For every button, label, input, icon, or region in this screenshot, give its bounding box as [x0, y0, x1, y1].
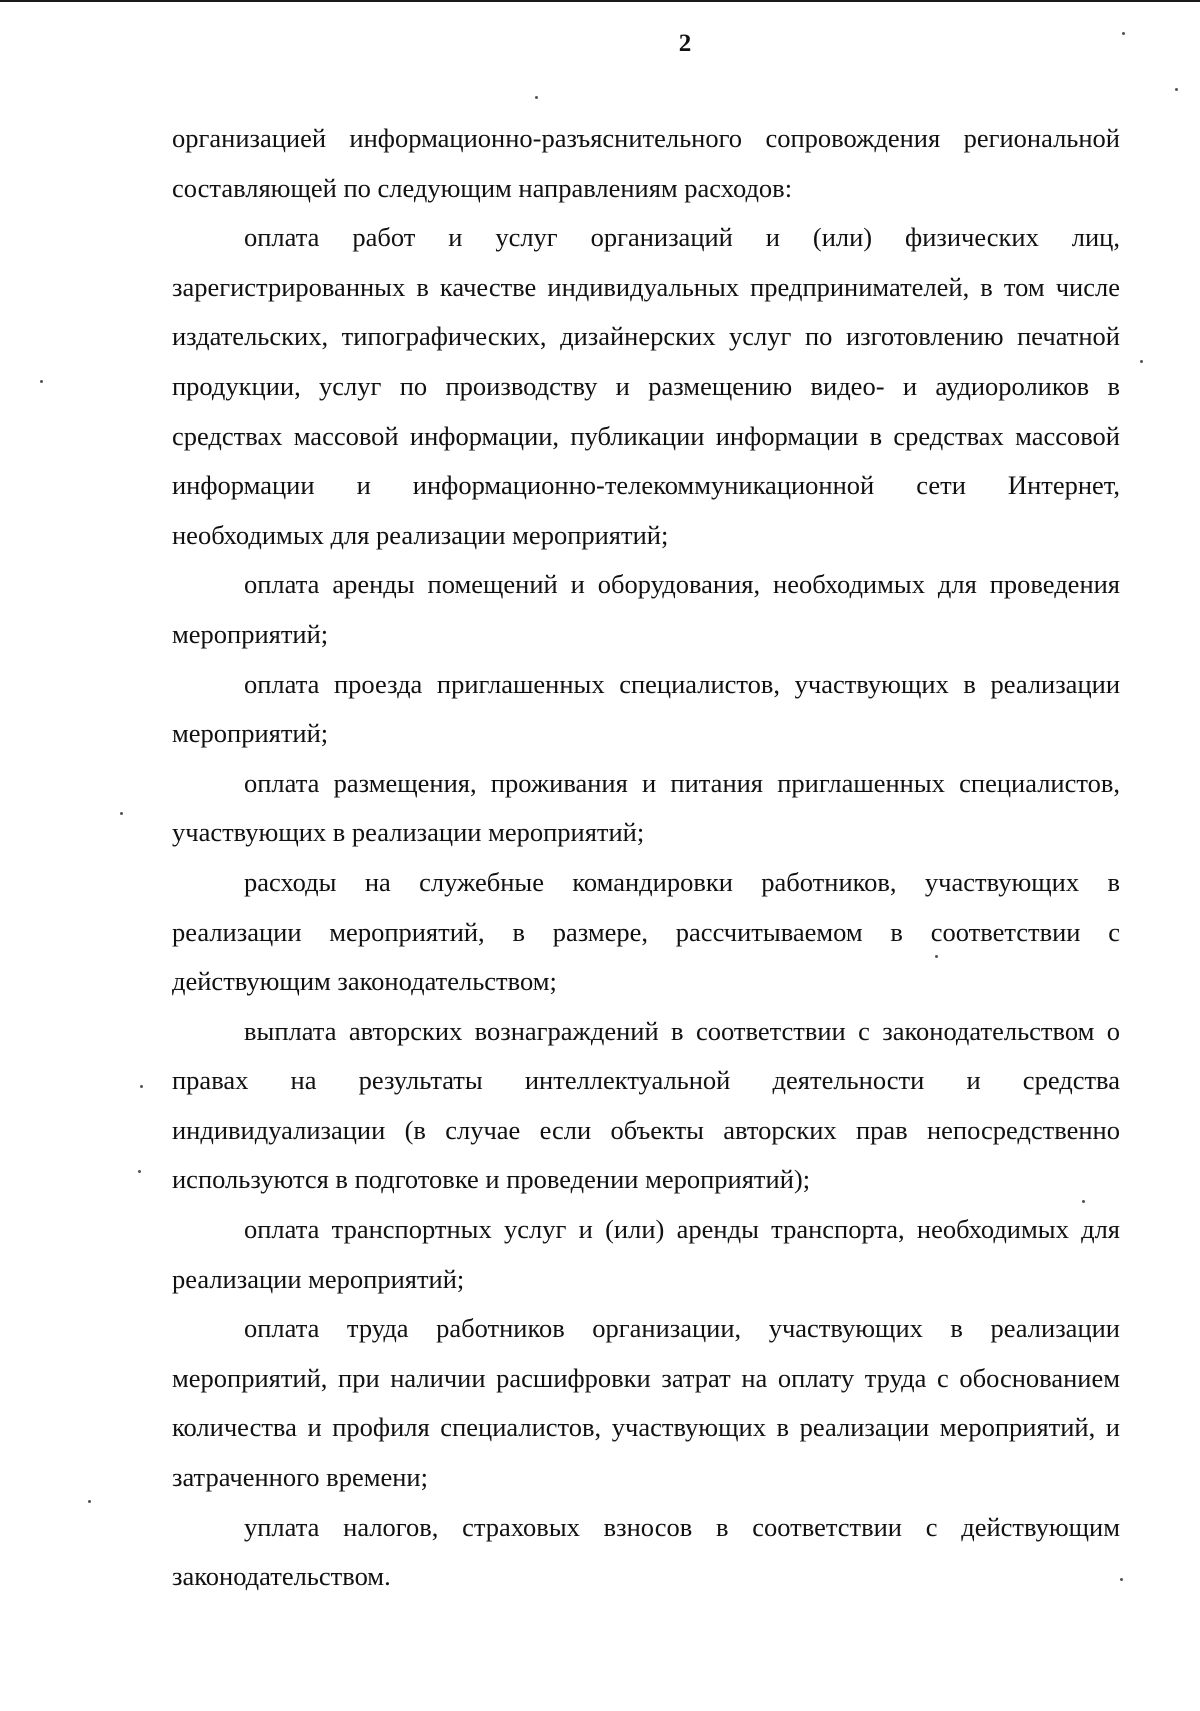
scan-speck — [88, 1500, 91, 1503]
scan-speck — [120, 812, 123, 815]
document-body — [172, 114, 1120, 1602]
paragraph-item: оплата труда работников организации, участвующих в реализации мероприятий, при наличии расшифровки затрат на оплату труда с обоснованием количества и профиля специалистов, участвующих в реализации мероприятий, и затраченного времени; — [172, 1313, 1120, 1493]
scan-speck — [935, 955, 938, 958]
scan-speck — [1122, 32, 1125, 35]
paragraph-item: оплата размещения, проживания и питания приглашенных специалистов, участвующих в реализации мероприятий; — [172, 767, 1120, 848]
paragraph-item: оплата транспортных услуг и (или) аренды транспорта, необходимых для реализации мероприятий; — [172, 1214, 1120, 1294]
paragraph-item: уплата налогов, страховых взносов в соответствии с действующим законодательством. — [172, 1511, 1120, 1592]
scan-speck — [1175, 88, 1178, 91]
scan-speck — [140, 1085, 143, 1088]
page-top-border — [0, 0, 1200, 2]
scan-speck — [40, 380, 43, 383]
scan-speck — [535, 96, 538, 99]
paragraph-item: оплата аренды помещений и оборудования, необходимых для проведения мероприятий; — [172, 569, 1120, 649]
scan-speck — [1082, 1200, 1085, 1203]
paragraph-intro: организацией информационно-разъяснительного сопровождения региональной составляющей по следующим направлениям расходов: — [172, 123, 1120, 203]
scan-speck — [1140, 360, 1143, 363]
paragraph-item: оплата работ и услуг организаций и (или) физических лиц, зарегистрированных в качестве индивидуальных предпринимателей, в том числе издательских, типографических, дизайнерских услуг по изготовлению печатной продукции, услуг по производству и размещению видео- и аудиороликов в средствах массовой информации, публикации информации в средствах массовой информации и информационно-телекоммуникационной сети Интернет, необходимых для реализации мероприятий; — [172, 222, 1120, 550]
scan-speck — [1120, 1578, 1123, 1581]
paragraph-item: оплата проезда приглашенных специалистов, участвующих в реализации мероприятий; — [172, 668, 1120, 749]
paragraph-item: расходы на служебные командировки работников, участвующих в реализации мероприятий, в размере, рассчитываемом в соответствии с действующим законодательством; — [172, 866, 1120, 997]
paragraph-item: выплата авторских вознаграждений в соответствии с законодательством о правах на результаты интеллектуальной деятельности и средства индивидуализации (в случае если объекты авторских прав непосредственно используются в подготовке и проведении мероприятий); — [172, 1015, 1120, 1195]
scan-speck — [138, 1170, 141, 1173]
page-number: 2 — [678, 30, 692, 57]
